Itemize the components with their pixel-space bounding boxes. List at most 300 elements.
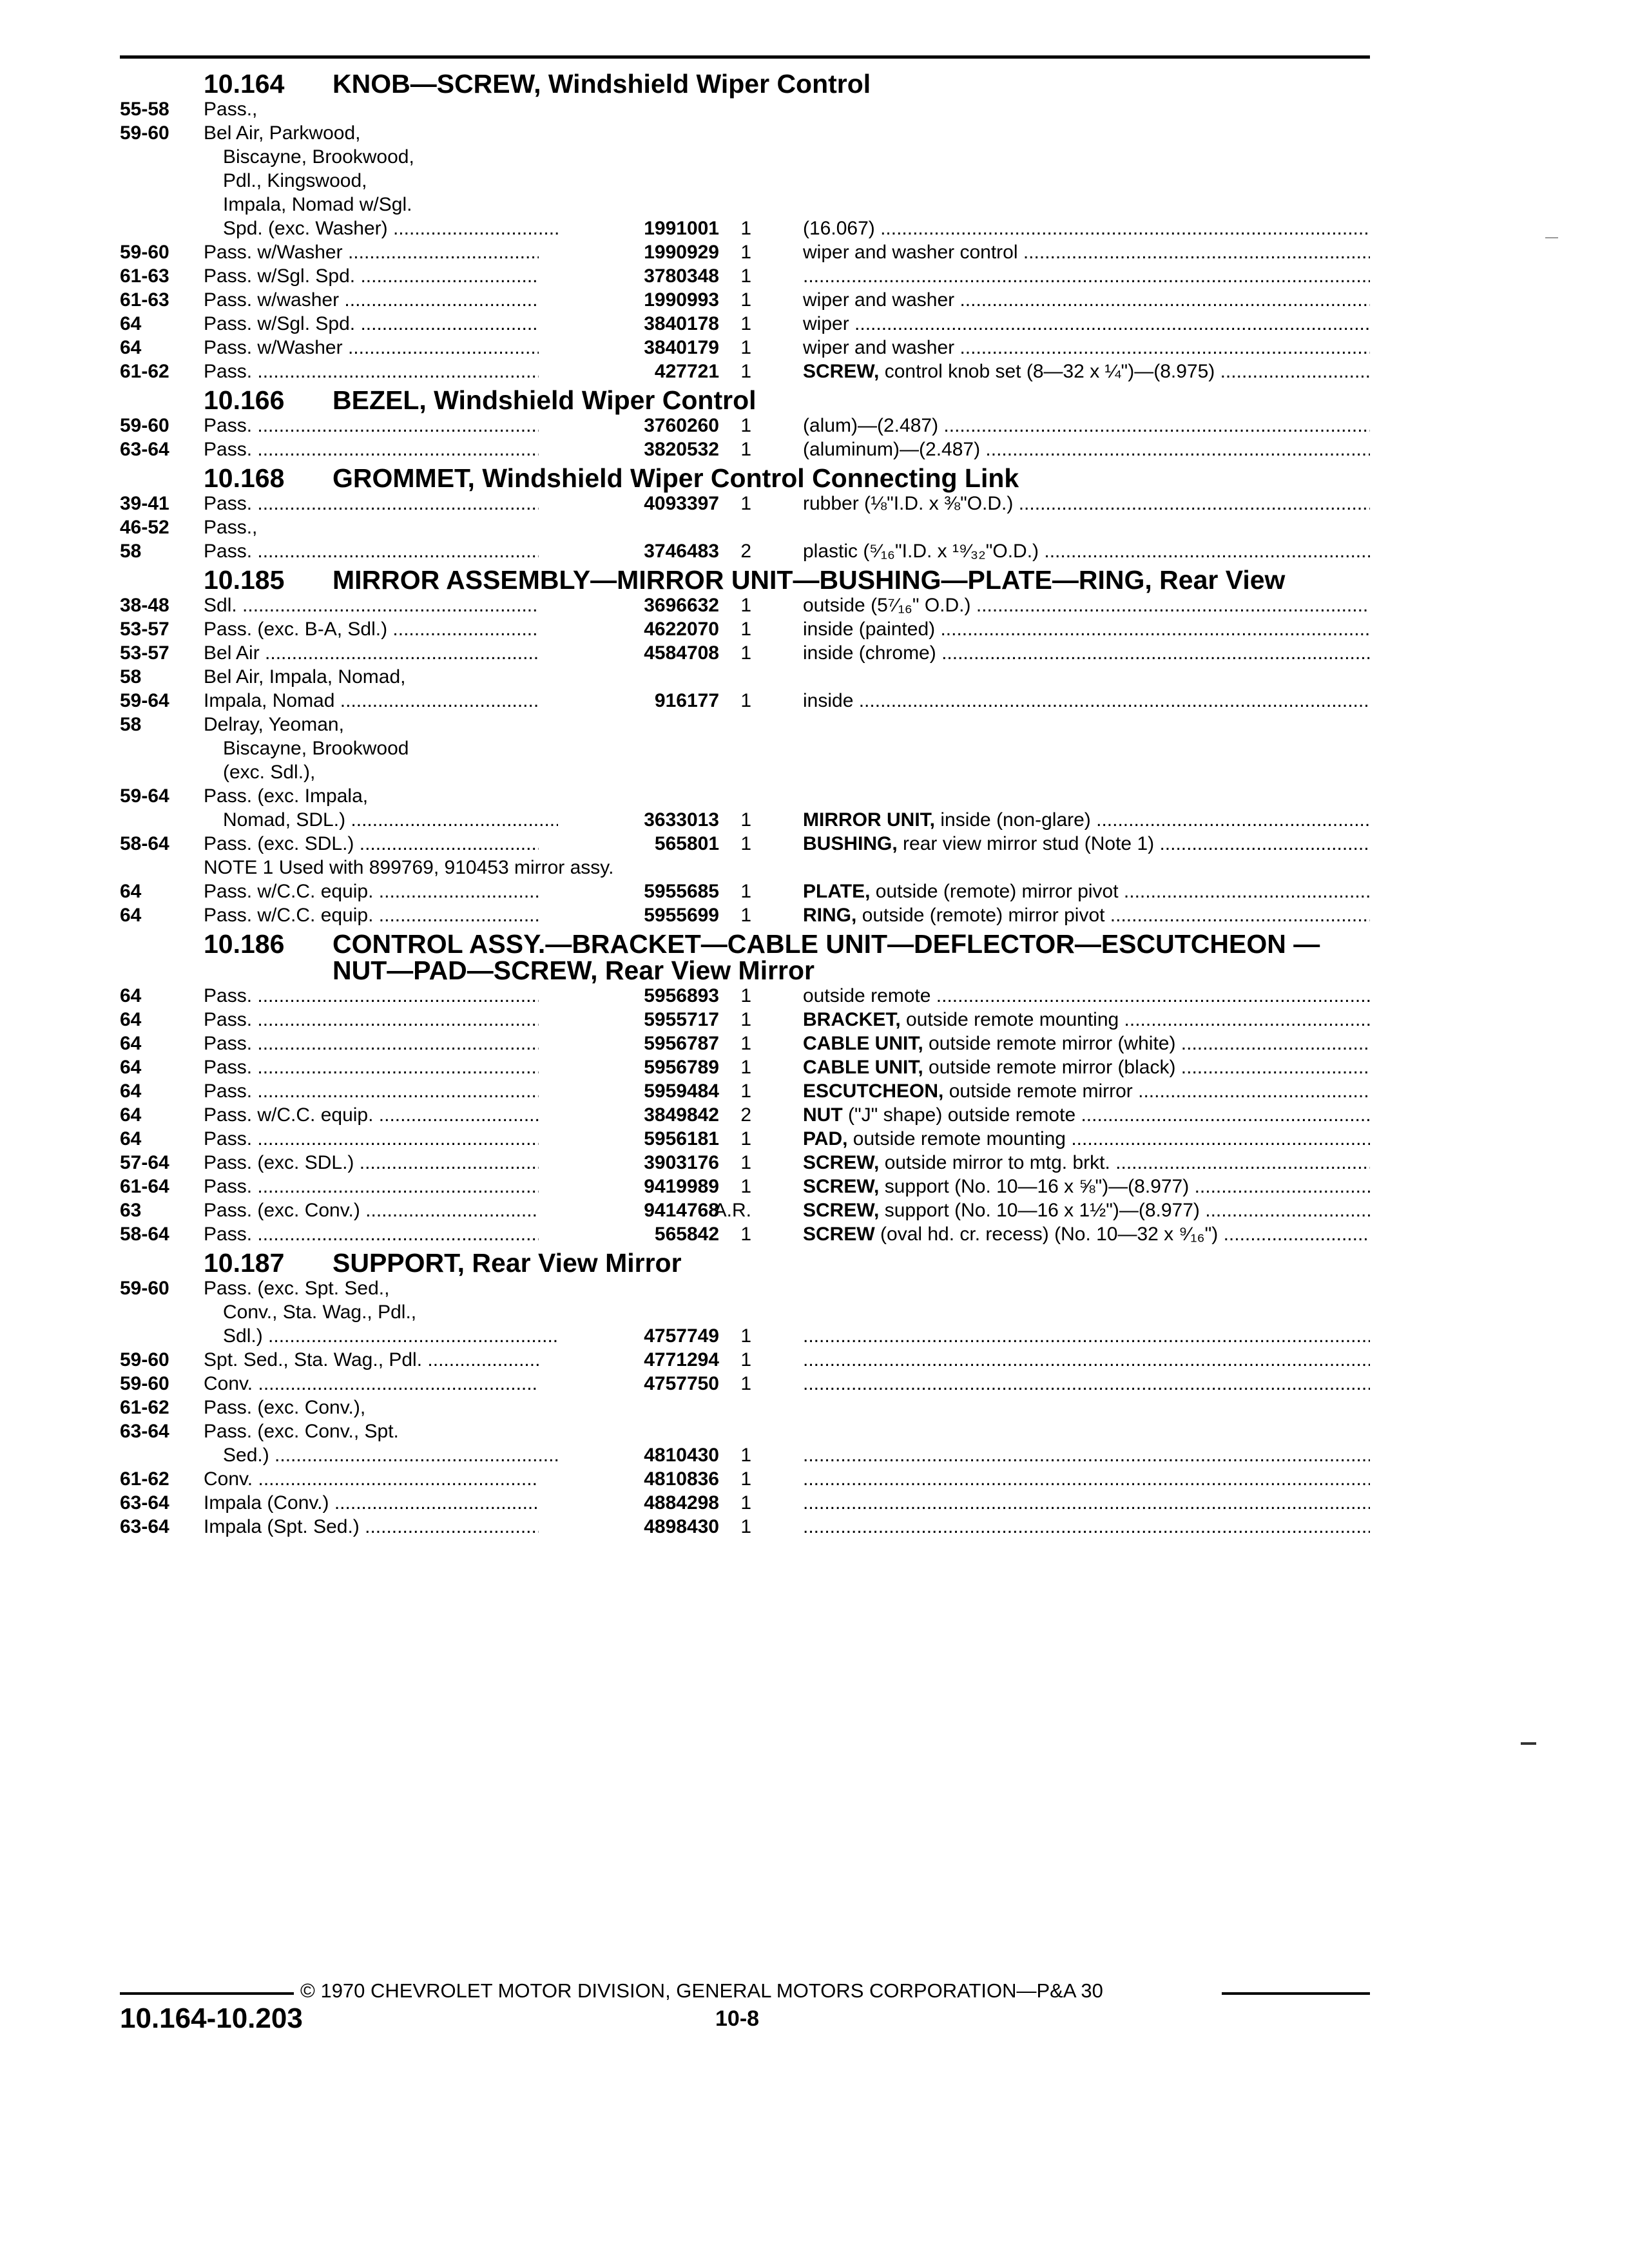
part-description: [803, 1324, 1370, 1348]
model-years: 59-60: [120, 1278, 169, 1299]
part-number: 3840179: [644, 337, 719, 358]
parts-row: [120, 1127, 1370, 1151]
quantity: 1: [740, 1325, 751, 1347]
parts-row: [120, 1032, 1370, 1055]
part-description: [803, 808, 1370, 832]
part-number: 3746483: [644, 541, 719, 562]
model-years: 64: [120, 1081, 142, 1102]
model-description: (exc. Sdl.),: [223, 762, 316, 783]
part-number: 916177: [654, 690, 719, 711]
parts-row: [120, 760, 1370, 784]
parts-row: [120, 1324, 1370, 1348]
part-name: NUT: [803, 1104, 843, 1126]
model-years: 58: [120, 666, 142, 687]
part-name: SCREW: [803, 1224, 875, 1245]
part-description: [803, 641, 1370, 665]
quantity: 1: [740, 1009, 751, 1030]
part-detail: outside remote mirror (black): [929, 1057, 1176, 1078]
parts-row: [120, 145, 1370, 169]
part-number: 5956789: [644, 1057, 719, 1078]
note-row: [120, 856, 1370, 879]
model-description: Delray, Yeoman,: [204, 714, 344, 735]
model-description: Pass. (exc. SDL.) .....: [204, 1151, 539, 1175]
model-years: 64: [120, 337, 142, 358]
section-heading: [120, 931, 1370, 984]
section-heading: [120, 465, 1370, 492]
model-years: 64: [120, 1009, 142, 1030]
model-years: 64: [120, 1128, 142, 1149]
part-description: [803, 879, 1370, 903]
parts-row: [120, 492, 1370, 515]
part-description: [803, 1515, 1370, 1539]
model-years: 61-62: [120, 1397, 169, 1418]
section-number: 10.166: [204, 385, 285, 415]
part-number: 4810430: [644, 1445, 719, 1466]
footer-copyright: © 1970 CHEVROLET MOTOR DIVISION, GENERAL MOTORS CORPORATION—P&A 30: [300, 1979, 1103, 2002]
model-description: Biscayne, Brookwood,: [223, 146, 414, 168]
part-detail: wiper and washer: [803, 289, 955, 311]
parts-row: [120, 193, 1370, 216]
part-number: 4622070: [644, 619, 719, 640]
model-description: Pass. (exc. SDL.) .....: [204, 832, 539, 856]
section-title: GROMMET, Windshield Wiper Control Connecting Link: [333, 463, 1019, 493]
model-years: 53-57: [120, 619, 169, 640]
model-description: Biscayne, Brookwood: [223, 738, 409, 759]
part-description: [803, 437, 1370, 461]
quantity: 1: [740, 619, 751, 640]
part-description: [803, 1198, 1370, 1222]
parts-row: [120, 1151, 1370, 1175]
model-description: Pass. .....: [204, 492, 539, 515]
model-years: 64: [120, 1057, 142, 1078]
model-description: Pass.,: [204, 99, 258, 120]
parts-row: [120, 1055, 1370, 1079]
part-description: [803, 414, 1370, 437]
model-description: Pass. .....: [204, 1079, 539, 1103]
quantity: 1: [740, 905, 751, 926]
model-description: Pass. .....: [204, 984, 539, 1008]
part-description: [803, 832, 1370, 856]
quantity: 1: [740, 313, 751, 334]
part-number: 9414768: [644, 1200, 719, 1221]
part-detail: outside (remote) mirror pivot: [875, 881, 1119, 902]
part-description: [803, 216, 1370, 240]
model-years: 64: [120, 881, 142, 902]
model-description: Pass. .....: [204, 1055, 539, 1079]
model-description: Pass. .....: [204, 414, 539, 437]
section-number: 10.164: [204, 69, 285, 99]
part-name: PAD,: [803, 1128, 848, 1149]
model-years: 61-63: [120, 289, 169, 311]
parts-row: [120, 879, 1370, 903]
parts-row: [120, 264, 1370, 288]
part-description: [803, 539, 1370, 563]
quantity: 1: [740, 218, 751, 239]
model-description: Impala (Conv.) .....: [204, 1491, 539, 1515]
part-description: [803, 1175, 1370, 1198]
model-years: 61-62: [120, 361, 169, 382]
model-years: 64: [120, 1033, 142, 1054]
quantity: 1: [740, 881, 751, 902]
part-description: [803, 1348, 1370, 1372]
part-detail: (16.067): [803, 218, 875, 239]
part-detail: rubber (⅛"I.D. x ⅜"O.D.): [803, 493, 1014, 514]
part-name: BUSHING,: [803, 833, 898, 854]
part-description: [803, 1055, 1370, 1079]
part-detail: outside remote: [803, 985, 931, 1006]
model-description: Pass. w/Washer .....: [204, 336, 539, 360]
part-name: ESCUTCHEON,: [803, 1081, 944, 1102]
model-description: Pass. (exc. Spt. Sed.,: [204, 1278, 390, 1299]
part-detail: (aluminum)—(2.487): [803, 439, 981, 460]
part-number: 5956893: [644, 985, 719, 1006]
part-name: SCREW,: [803, 1152, 880, 1173]
part-detail: ("J" shape) outside remote: [848, 1104, 1076, 1126]
part-number: 5956181: [644, 1128, 719, 1149]
part-detail: inside (non-glare): [940, 809, 1091, 831]
part-description: [803, 1222, 1370, 1246]
model-years: 63-64: [120, 439, 169, 460]
part-description: [803, 984, 1370, 1008]
section-number: 10.186: [204, 929, 285, 959]
part-name: RING,: [803, 905, 857, 926]
section-heading: [120, 567, 1370, 593]
model-years: 39-41: [120, 493, 169, 514]
part-detail: wiper: [803, 313, 849, 334]
part-detail: wiper and washer control: [803, 242, 1018, 263]
part-detail: inside: [803, 690, 854, 711]
parts-row: [120, 689, 1370, 713]
model-description: Pass. .....: [204, 1008, 539, 1032]
model-years: 64: [120, 985, 142, 1006]
quantity: 1: [740, 1033, 751, 1054]
part-description: [803, 1467, 1370, 1491]
model-description: Pass. .....: [204, 437, 539, 461]
part-number: 5959484: [644, 1081, 719, 1102]
part-description: [803, 360, 1370, 383]
part-detail: inside (chrome): [803, 642, 936, 664]
part-description: [803, 264, 1370, 288]
parts-row: [120, 288, 1370, 312]
parts-row: [120, 1175, 1370, 1198]
part-detail: outside remote mirror: [949, 1081, 1133, 1102]
parts-row: [120, 1419, 1370, 1443]
quantity: 1: [740, 809, 751, 831]
model-years: 63-64: [120, 1516, 169, 1537]
parts-row: [120, 360, 1370, 383]
part-name: BRACKET,: [803, 1009, 901, 1030]
model-years: 59-60: [120, 122, 169, 144]
quantity: 2: [740, 1104, 751, 1126]
part-description: [803, 1032, 1370, 1055]
part-detail: support (No. 10—16 x ⅝")—(8.977): [884, 1176, 1190, 1197]
model-description: Impala (Spt. Sed.) .....: [204, 1515, 539, 1539]
part-number: 565801: [654, 833, 719, 854]
part-number: 4810836: [644, 1468, 719, 1490]
part-name: SCREW,: [803, 1176, 880, 1197]
model-years: 55-58: [120, 99, 169, 120]
model-description: Pass. w/C.C. equip. .....: [204, 903, 539, 927]
model-description: Pass. .....: [204, 1032, 539, 1055]
part-number: 5955685: [644, 881, 719, 902]
quantity: 1: [740, 1445, 751, 1466]
parts-row: [120, 736, 1370, 760]
section-heading: [120, 1250, 1370, 1276]
model-description: Bel Air .....: [204, 641, 539, 665]
quantity: A.R.: [713, 1200, 751, 1221]
part-number: 565842: [654, 1224, 719, 1245]
quantity: 1: [740, 439, 751, 460]
model-years: 59-64: [120, 690, 169, 711]
model-years: 64: [120, 1104, 142, 1126]
parts-row: [120, 808, 1370, 832]
part-detail: (oval hd. cr. recess) (No. 10—32 x ⁹⁄₁₆"): [880, 1224, 1219, 1245]
part-number: 4757749: [644, 1325, 719, 1347]
parts-row: [120, 1467, 1370, 1491]
part-detail: outside remote mounting: [853, 1128, 1066, 1149]
quantity: 2: [740, 541, 751, 562]
section-heading: [120, 71, 1370, 97]
part-description: [803, 593, 1370, 617]
parts-row: [120, 1008, 1370, 1032]
quantity: 1: [740, 833, 751, 854]
model-description: Spd. (exc. Washer) .....: [204, 216, 558, 240]
part-description: [803, 1008, 1370, 1032]
model-description: Spt. Sed., Sta. Wag., Pdl. .....: [204, 1348, 539, 1372]
model-description: Pdl., Kingswood,: [223, 170, 367, 191]
parts-row: [120, 903, 1370, 927]
model-description: Pass. (exc. B-A, Sdl.) .....: [204, 617, 539, 641]
part-description: [803, 1127, 1370, 1151]
part-description: [803, 1079, 1370, 1103]
quantity: 1: [740, 1492, 751, 1514]
model-description: Pass. w/Washer .....: [204, 240, 539, 264]
section-title: CONTROL ASSY.—BRACKET—CABLE UNIT—DEFLECTOR—ESCUTCHEON —NUT—PAD—SCREW, Rear View Mirror: [333, 929, 1320, 985]
part-number: 3820532: [644, 439, 719, 460]
model-description: Pass. .....: [204, 1127, 539, 1151]
part-description: [803, 1491, 1370, 1515]
part-detail: control knob set (8—32 x ¼")—(8.975): [884, 361, 1215, 382]
parts-row: [120, 1103, 1370, 1127]
section-number: 10.168: [204, 463, 285, 493]
model-years: 57-64: [120, 1152, 169, 1173]
footer-copyright-line: [120, 1978, 1370, 2004]
model-years: 53-57: [120, 642, 169, 664]
model-years: 58-64: [120, 1224, 169, 1245]
parts-row: [120, 121, 1370, 145]
section-title: MIRROR ASSEMBLY—MIRROR UNIT—BUSHING—PLATE—RING, Rear View: [333, 565, 1286, 595]
footer-section-range: 10.164-10.203: [120, 2003, 303, 2034]
parts-row: [120, 1222, 1370, 1246]
model-years: 59-64: [120, 785, 169, 807]
section-title: BEZEL, Windshield Wiper Control: [333, 385, 757, 415]
model-description: Pass. w/C.C. equip. .....: [204, 879, 539, 903]
quantity: 1: [740, 415, 751, 436]
parts-row: [120, 713, 1370, 736]
model-description: Conv., Sta. Wag., Pdl.,: [223, 1302, 417, 1323]
part-description: [803, 689, 1370, 713]
quantity: 1: [740, 595, 751, 616]
model-description: Pass. .....: [204, 360, 539, 383]
part-number: 3696632: [644, 595, 719, 616]
model-description: Pass. (exc. Conv.) .....: [204, 1198, 539, 1222]
margin-mark: [1545, 237, 1558, 238]
model-description: Pass. .....: [204, 1222, 539, 1246]
parts-row: [120, 1372, 1370, 1396]
part-detail: outside mirror to mtg. brkt.: [884, 1152, 1110, 1173]
part-name: PLATE,: [803, 881, 871, 902]
part-name: SCREW,: [803, 1200, 880, 1221]
model-description: Conv. .....: [204, 1372, 539, 1396]
quantity: 1: [740, 1152, 751, 1173]
model-years: 61-63: [120, 265, 169, 287]
part-number: 1990993: [644, 289, 719, 311]
part-description: [803, 240, 1370, 264]
quantity: 1: [740, 361, 751, 382]
quantity: 1: [740, 1176, 751, 1197]
quantity: 1: [740, 1516, 751, 1537]
model-years: 46-52: [120, 517, 169, 538]
parts-row: [120, 832, 1370, 856]
quantity: 1: [740, 690, 751, 711]
section-title: SUPPORT, Rear View Mirror: [333, 1248, 682, 1278]
model-description: Pass. w/Sgl. Spd. .....: [204, 312, 539, 336]
model-years: 58: [120, 541, 142, 562]
section-number: 10.185: [204, 565, 285, 595]
quantity: 1: [740, 1468, 751, 1490]
model-years: 61-64: [120, 1176, 169, 1197]
part-detail: plastic (⁵⁄₁₆"I.D. x ¹⁹⁄₃₂"O.D.): [803, 541, 1039, 562]
parts-row: [120, 784, 1370, 808]
model-description: Nomad, SDL.) .....: [204, 808, 558, 832]
parts-row: [120, 539, 1370, 563]
parts-row: [120, 414, 1370, 437]
quantity: 1: [740, 1349, 751, 1370]
part-number: 3840178: [644, 313, 719, 334]
model-description: Sdl. .....: [204, 593, 539, 617]
part-detail: outside (5⁷⁄₁₆" O.D.): [803, 595, 971, 616]
quantity: 1: [740, 1057, 751, 1078]
quantity: 1: [740, 642, 751, 664]
quantity: 1: [740, 337, 751, 358]
part-number: 4757750: [644, 1373, 719, 1394]
model-years: 59-60: [120, 1349, 169, 1370]
parts-row: [120, 1079, 1370, 1103]
part-detail: wiper and washer: [803, 337, 955, 358]
model-years: 38-48: [120, 595, 169, 616]
part-number: 9419989: [644, 1176, 719, 1197]
part-number: 3633013: [644, 809, 719, 831]
quantity: 1: [740, 289, 751, 311]
part-description: [803, 617, 1370, 641]
quantity: 1: [740, 985, 751, 1006]
footer-rule-left: [120, 1992, 294, 1995]
model-description: Pass. w/C.C. equip. .....: [204, 1103, 539, 1127]
part-number: 5955699: [644, 905, 719, 926]
part-description: [803, 336, 1370, 360]
footer-page-number: 10-8: [715, 2006, 760, 2031]
top-rule: [120, 55, 1370, 59]
part-detail: inside (painted): [803, 619, 936, 640]
parts-row: [120, 1348, 1370, 1372]
part-name: CABLE UNIT,: [803, 1033, 923, 1054]
model-years: 59-60: [120, 415, 169, 436]
model-years: 59-60: [120, 1373, 169, 1394]
model-description: Sed.) .....: [204, 1443, 558, 1467]
parts-row: [120, 336, 1370, 360]
model-description: Bel Air, Parkwood,: [204, 122, 361, 144]
model-description: Conv. .....: [204, 1467, 539, 1491]
part-description: [803, 1443, 1370, 1467]
part-number: 1991001: [644, 218, 719, 239]
part-description: [803, 312, 1370, 336]
part-description: [803, 1151, 1370, 1175]
part-number: 1990929: [644, 242, 719, 263]
quantity: 1: [740, 1081, 751, 1102]
quantity: 1: [740, 1373, 751, 1394]
part-description: [803, 288, 1370, 312]
quantity: 1: [740, 1224, 751, 1245]
section-number: 10.187: [204, 1248, 285, 1278]
part-description: [803, 1103, 1370, 1127]
parts-row: [120, 1515, 1370, 1539]
parts-row: [120, 437, 1370, 461]
model-years: 61-62: [120, 1468, 169, 1490]
part-number: 4884298: [644, 1492, 719, 1514]
parts-row: [120, 1300, 1370, 1324]
model-description: Pass. (exc. Impala,: [204, 785, 369, 807]
model-years: 64: [120, 313, 142, 334]
model-years: 59-60: [120, 242, 169, 263]
parts-row: [120, 617, 1370, 641]
part-number: 5956787: [644, 1033, 719, 1054]
part-detail: rear view mirror stud (Note 1): [903, 833, 1155, 854]
part-description: [803, 903, 1370, 927]
parts-row: [120, 169, 1370, 193]
part-number: 3780348: [644, 265, 719, 287]
section-heading: [120, 387, 1370, 414]
part-description: [803, 1372, 1370, 1396]
parts-row: [120, 984, 1370, 1008]
part-detail: outside remote mounting: [906, 1009, 1119, 1030]
part-number: 3760260: [644, 415, 719, 436]
part-detail: outside remote mirror (white): [929, 1033, 1176, 1054]
footer-rule-right: [1222, 1992, 1370, 1995]
part-detail: support (No. 10—16 x 1½")—(8.977): [884, 1200, 1200, 1221]
part-number: 3903176: [644, 1152, 719, 1173]
part-name: MIRROR UNIT,: [803, 809, 935, 831]
part-detail: (alum)—(2.487): [803, 415, 939, 436]
parts-row: [120, 665, 1370, 689]
parts-row: [120, 97, 1370, 121]
model-years: 63-64: [120, 1421, 169, 1442]
model-description: Impala, Nomad .....: [204, 689, 539, 713]
parts-row: [120, 1491, 1370, 1515]
model-description: Pass. .....: [204, 1175, 539, 1198]
parts-row: [120, 641, 1370, 665]
model-description: Pass. (exc. Conv., Spt.: [204, 1421, 399, 1442]
parts-row: [120, 216, 1370, 240]
parts-catalog: [120, 67, 1370, 1539]
section-title: KNOB—SCREW, Windshield Wiper Control: [333, 69, 871, 99]
model-description: Pass. w/Sgl. Spd. .....: [204, 264, 539, 288]
parts-row: [120, 1276, 1370, 1300]
model-years: 64: [120, 905, 142, 926]
margin-mark: [1521, 1742, 1536, 1745]
part-name: SCREW,: [803, 361, 880, 382]
part-number: 3849842: [644, 1104, 719, 1126]
model-years: 63-64: [120, 1492, 169, 1514]
